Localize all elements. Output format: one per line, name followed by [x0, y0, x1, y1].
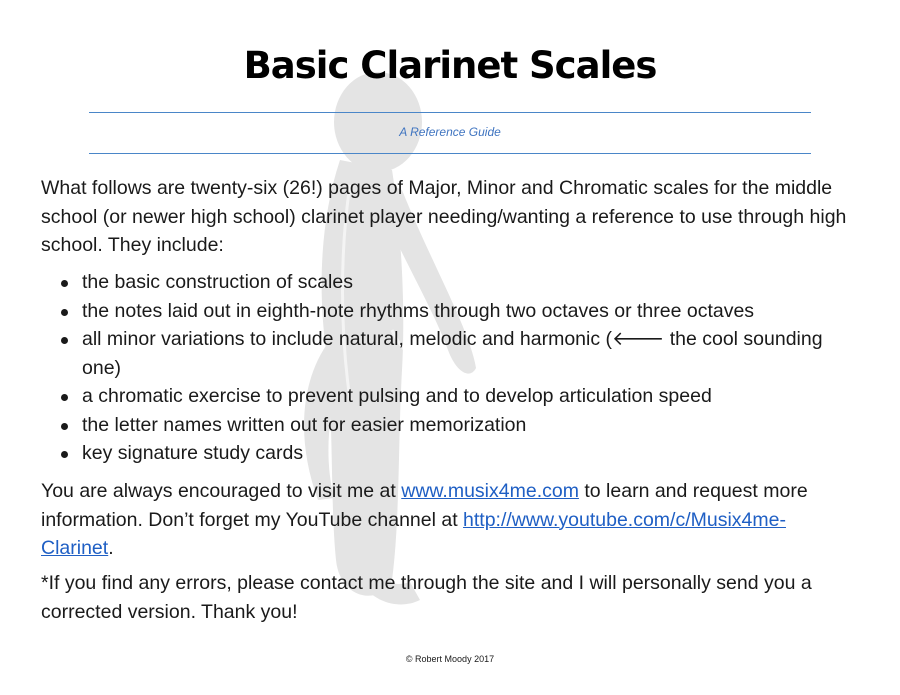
page-subtitle: A Reference Guide	[399, 125, 501, 139]
list-item: the basic construction of scales	[41, 268, 841, 297]
bottom-divider	[89, 153, 811, 154]
list-item: a chromatic exercise to prevent pulsing and to develop articulation speed	[41, 382, 841, 411]
errors-paragraph: *If you find any errors, please contact me through the site and I will personally send you a corrected version. Thank you!	[41, 572, 812, 623]
copyright-footer: © Robert Moody 2017	[405, 654, 495, 664]
visit-text-before: You are always encouraged to visit me at	[41, 480, 402, 502]
website-link[interactable]: www.musix4me.com	[401, 480, 579, 502]
top-divider	[89, 112, 811, 113]
page-title: Basic Clarinet Scales	[243, 44, 657, 87]
list-item: all minor variations to include natural, melodic and harmonic (🡐 the cool sounding one)	[41, 325, 841, 382]
feature-list	[41, 268, 841, 468]
list-item: the letter names written out for easier memorization	[41, 411, 841, 440]
youtube-channel-link[interactable]: http://www.youtube.com/c/Musix4me-Clarinet	[41, 508, 786, 559]
list-item: key signature study cards	[41, 439, 841, 468]
list-item: the notes laid out in eighth-note rhythms through two octaves or three octaves	[41, 297, 841, 326]
visit-paragraph	[41, 477, 856, 563]
visit-text-after: .	[108, 537, 114, 559]
intro-paragraph: What follows are twenty-six (26!) pages of Major, Minor and Chromatic scales for the middle school (or newer high school) clarinet player needing/wanting a reference to use through high school. They include:	[41, 177, 847, 256]
visit-text-middle: to learn and request more information. Don’t forget my YouTube channel at	[41, 480, 808, 531]
